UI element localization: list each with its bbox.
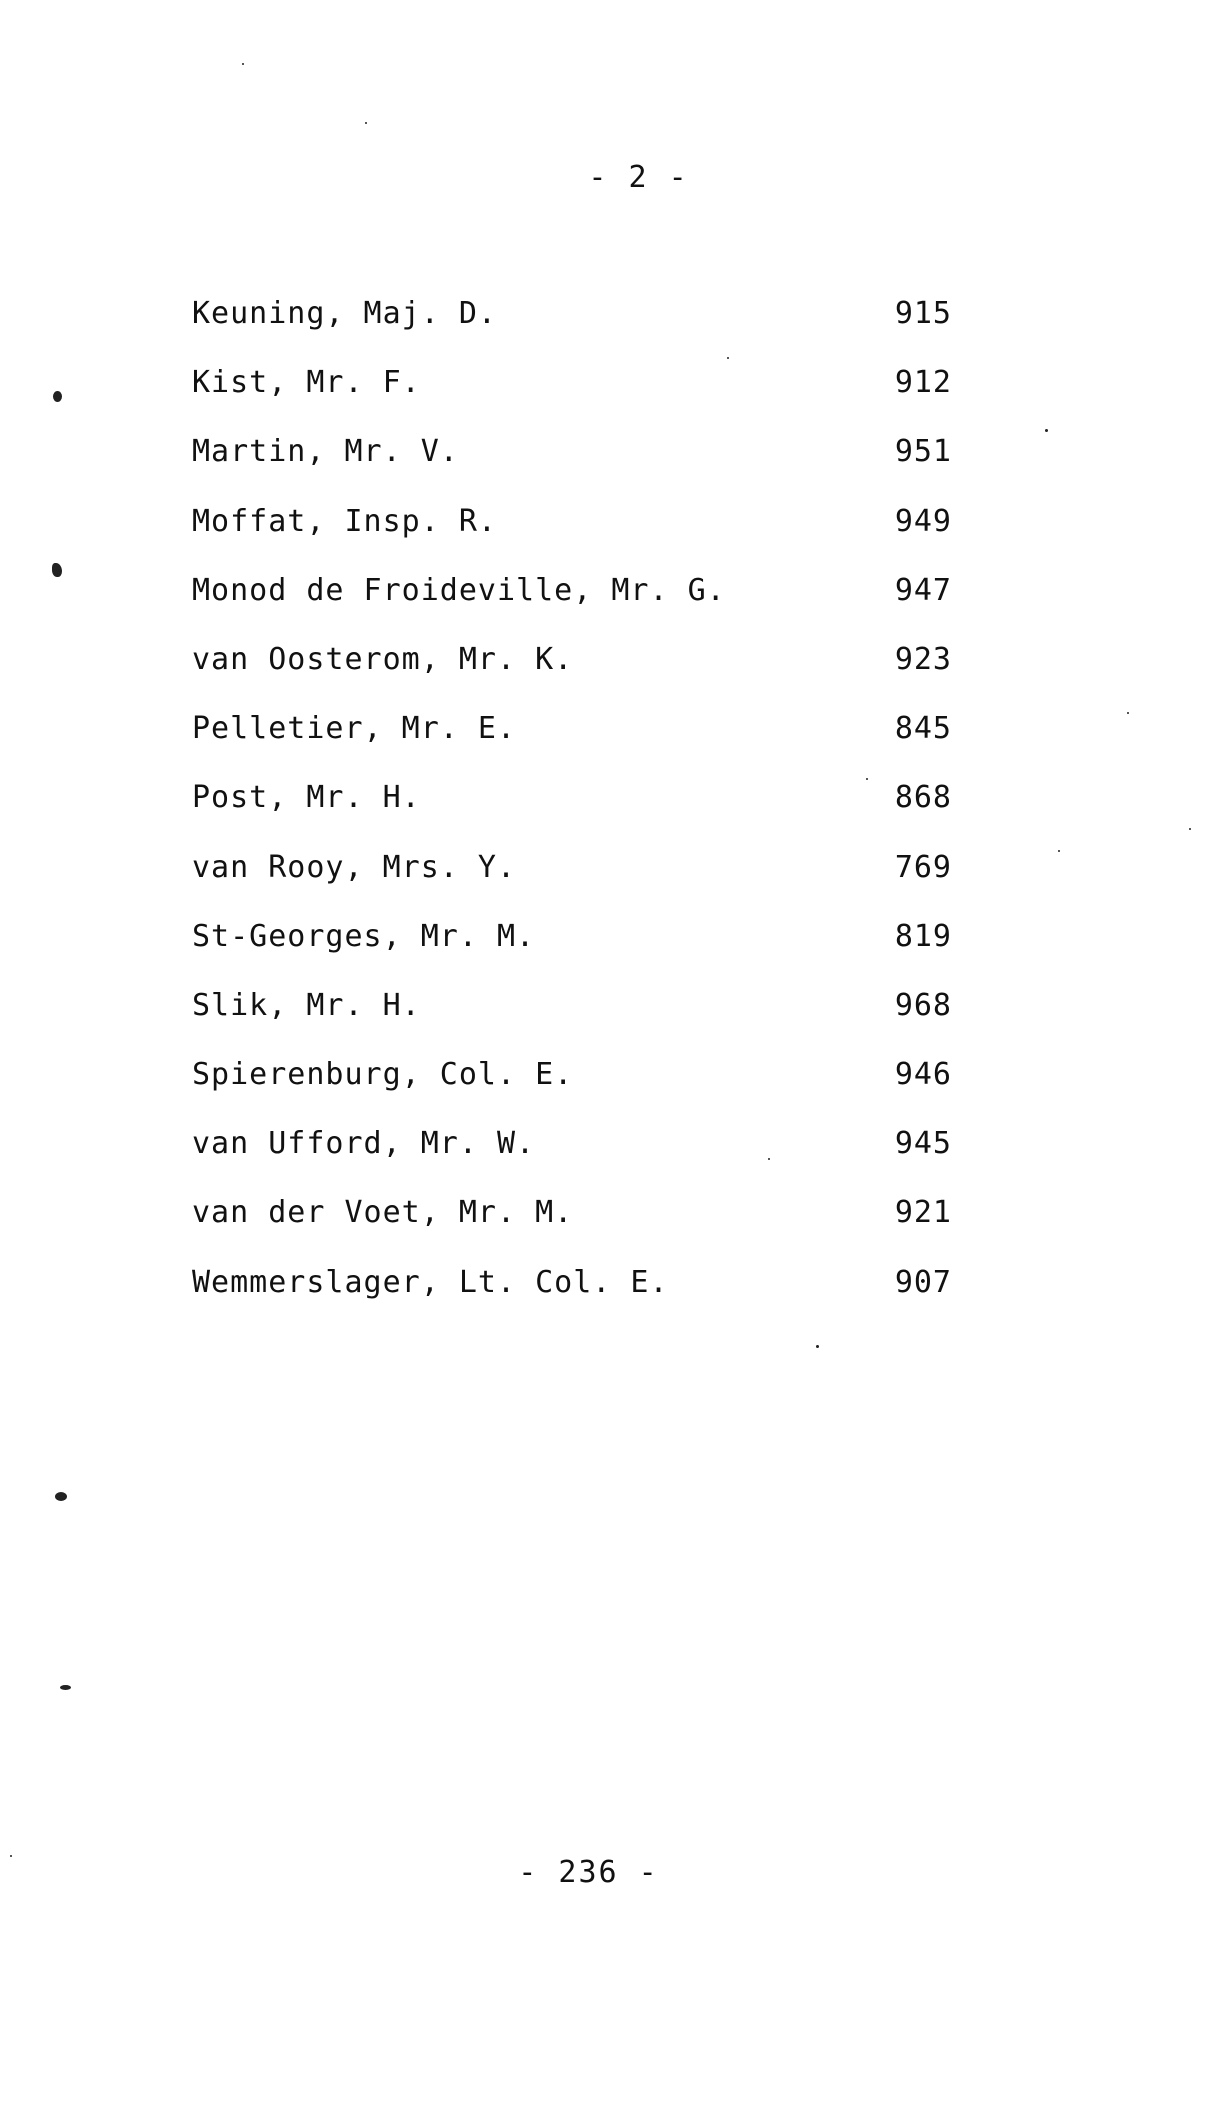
list-item: [192, 1265, 952, 1334]
entry-page: 947: [894, 572, 952, 608]
entry-page: 845: [894, 711, 952, 747]
dust-speck: [242, 63, 244, 65]
entry-page: 769: [894, 849, 952, 885]
dust-speck: [816, 1345, 819, 1348]
margin-mark: [55, 1492, 67, 1501]
list-item: [192, 296, 952, 365]
page-number-bottom: - 236 -: [518, 1855, 659, 1890]
entry-page: 868: [894, 780, 952, 816]
entry-name: Wemmerslager, Lt. Col. E.: [192, 1264, 669, 1300]
page-number-top: - 2 -: [588, 160, 689, 195]
list-item: [192, 850, 952, 919]
dust-speck: [866, 778, 868, 780]
entry-page: 921: [894, 1195, 952, 1231]
list-item: [192, 504, 952, 573]
entry-page: 915: [894, 296, 952, 331]
list-item: [192, 365, 952, 434]
entry-name: van Ufford, Mr. W.: [192, 1126, 536, 1162]
entry-page: 912: [894, 365, 952, 401]
entry-page: 949: [894, 503, 952, 539]
margin-mark: [52, 563, 62, 577]
entry-page: 907: [894, 1264, 952, 1300]
dust-speck: [1127, 712, 1129, 714]
entry-name: van Rooy, Mrs. Y.: [192, 849, 517, 885]
dust-speck: [768, 1158, 770, 1160]
list-item: [192, 1195, 952, 1264]
entry-name: Keuning, Maj. D.: [192, 296, 497, 331]
entry-name: van der Voet, Mr. M.: [192, 1195, 574, 1231]
list-item: [192, 1057, 952, 1126]
list-item: [192, 988, 952, 1057]
dust-speck: [1045, 429, 1048, 432]
list-item: [192, 711, 952, 780]
entry-page: 968: [894, 987, 952, 1023]
list-item: [192, 642, 952, 711]
entry-name: Monod de Froideville, Mr. G.: [192, 572, 726, 608]
list-item: [192, 919, 952, 988]
dust-speck: [1189, 828, 1191, 830]
entry-name: Post, Mr. H.: [192, 780, 421, 816]
margin-mark: [60, 1685, 71, 1690]
entry-name: Spierenburg, Col. E.: [192, 1057, 574, 1093]
dust-speck: [1058, 850, 1060, 852]
entry-name: St-Georges, Mr. M.: [192, 918, 536, 954]
entry-page: 945: [894, 1126, 952, 1162]
entry-name: Moffat, Insp. R.: [192, 503, 497, 539]
entry-name: Slik, Mr. H.: [192, 987, 421, 1023]
entry-name: van Oosterom, Mr. K.: [192, 641, 574, 677]
list-item: [192, 1126, 952, 1195]
entry-page: 923: [894, 641, 952, 677]
entry-page: 951: [894, 434, 952, 470]
entry-page: 946: [894, 1057, 952, 1093]
list-item: [192, 573, 952, 642]
dust-speck: [727, 357, 729, 359]
margin-mark: [53, 391, 62, 402]
entry-name: Pelletier, Mr. E.: [192, 711, 517, 747]
entry-name: Kist, Mr. F.: [192, 365, 421, 401]
name-index-list: [192, 296, 952, 1334]
list-item: [192, 434, 952, 503]
dust-speck: [10, 1855, 12, 1857]
list-item: [192, 780, 952, 849]
dust-speck: [365, 122, 367, 124]
entry-page: 819: [894, 918, 952, 954]
entry-name: Martin, Mr. V.: [192, 434, 459, 470]
